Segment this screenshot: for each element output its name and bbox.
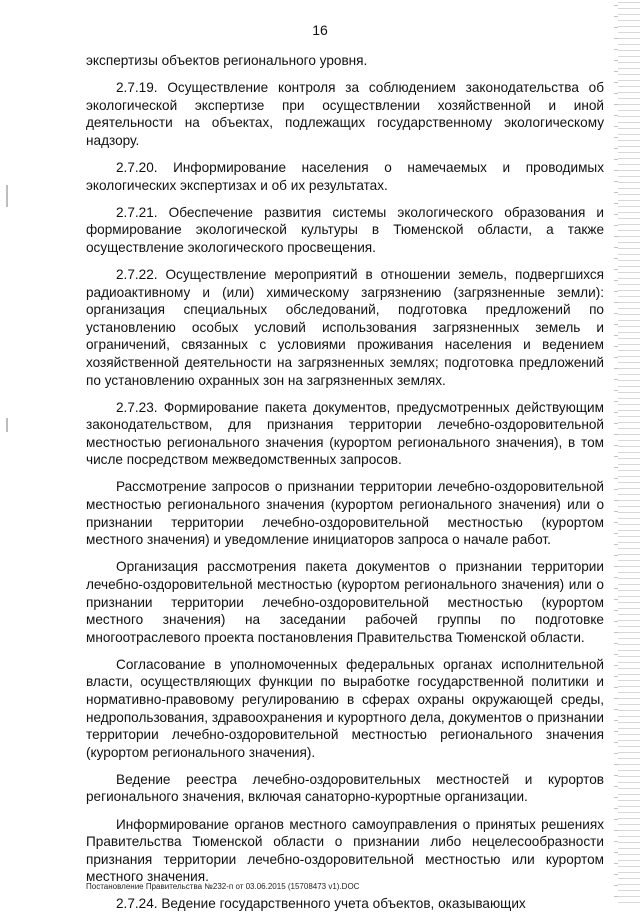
paragraph: Ведение реестра лечебно-оздоровительных местностей и курортов регионального значения, включая санаторно-курортные организации. [86,771,604,805]
paragraph: экспертизы объектов регионального уровня. [86,53,368,68]
paragraph: Согласование в уполномоченных федеральных органах исполнительной власти, осуществляющих функции по выработке государственной политики и нормативно-правовому регулированию в сферах охраны окружающей среды, недропользования, здравоохранения и курортного дела, документов о признании территории лечебно-оздоровительной местностью регионального значения (курортом регионального значения). [86,656,604,760]
paragraph: 2.7.23. Формирование пакета документов, предусмотренных действующим законодательством, для признания территории лечебно-оздоровительной местностью регионального значения (курортом регионального значения), в том числе посредством межведомственных запросов. [86,399,604,468]
scan-left-mark [6,418,8,432]
paragraph: 2.7.20. Информирование населения о намечаемых и проводимых экологических экспертизах и об их результатах. [86,159,604,193]
paragraph: 2.7.21. Обеспечение развития системы экологического образования и формирование экологической культуры в Тюменской области, а также осуществление экологического просвещения. [86,204,604,255]
document-footer: Постановление Правительства №232-п от 03.06.2015 (15708473 v1).DOC [86,882,360,891]
paragraph: 2.7.24. Ведение государственного учета объектов, оказывающих [116,896,526,912]
paragraph: 2.7.19. Осуществление контроля за соблюдением законодательства об экологической экспертизе при осуществлении хозяйственной и иной деятельности на объектах, подлежащих государственному экологическому надзору. [86,80,604,148]
page-number: 16 [312,22,328,38]
paragraph: Организация рассмотрения пакета документов о признании территории лечебно-оздоровительной местностью (курортом регионального значения) или о признании территории лечебно-оздоровительной местностью (курортом местного значения) на заседании рабочей группы по подготовке многоотраслевого проекта постановления Правительства Тюменской области. [86,559,604,645]
scan-edge-artifact-inner [614,0,618,905]
paragraph: Рассмотрение запросов о признании территории лечебно-оздоровительной местностью регионального значения (курортом регионального значения) или о признании территории лечебно-оздоровительной местностью (курортом местного значения) и уведомление инициаторов запроса о начале работ. [86,479,604,548]
paragraph: Информирование органов местного самоуправления о принятых решениях Правительства Тюменской области о признании либо нецелесообразности признания территории лечебно-оздоровительной местностью или курортом местного значения. [86,816,604,885]
document-body [86,52,604,923]
paragraph: 2.7.22. Осуществление мероприятий в отношении земель, подвергшихся радиоактивному и (или) химическому загрязнению (загрязненные земли): организация специальных обследований, подготовка предложений по установлению особых условий использования загрязненных земель и ограничений, связанных с условиями проживания населения и ведением хозяйственной деятельности на загрязненных землях; подготовка предложений по установлению охранных зон на загрязненных землях. [86,266,604,388]
scan-left-mark [6,185,8,207]
scan-edge-artifact [618,0,640,905]
